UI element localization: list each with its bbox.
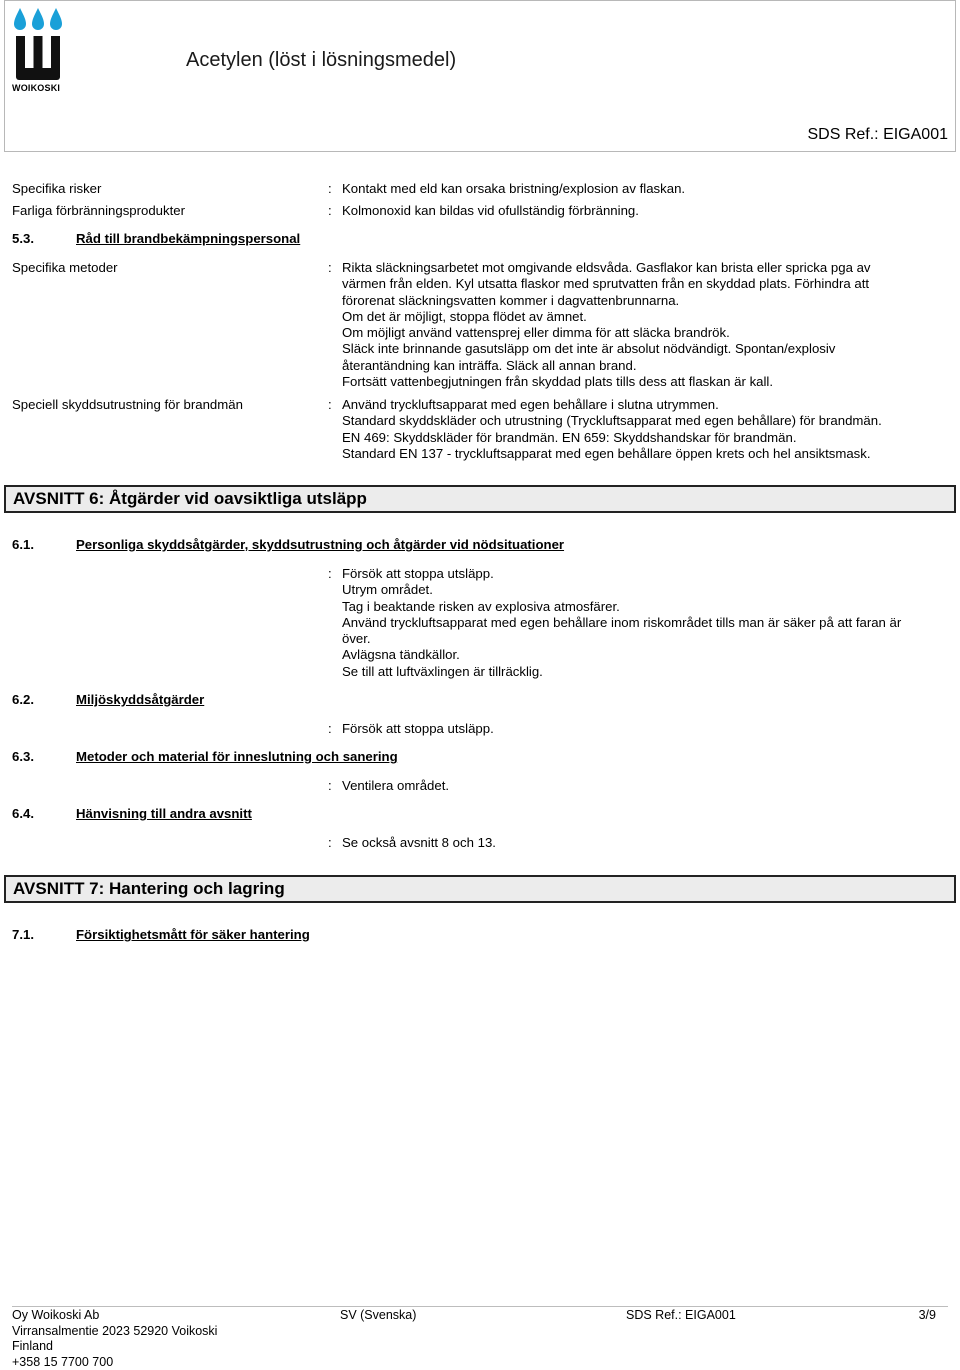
footer-country: Finland (12, 1339, 53, 1353)
value-protective-equipment (342, 397, 882, 462)
subsection-number-5-3: 5.3. (12, 231, 34, 246)
label-specific-methods: Specifika metoder (12, 260, 118, 275)
subsection-title-6-2: Miljöskyddsåtgärder (76, 692, 205, 707)
section-6-header: AVSNITT 6: Åtgärder vid oavsiktliga utsläpp (4, 485, 956, 513)
label-protective-equipment: Speciell skyddsutrustning för brandmän (12, 397, 243, 412)
value-specific-hazards: Kontakt med eld kan orsaka bristning/explosion av flaskan. (342, 181, 686, 196)
value-6-2: Försök att stoppa utsläpp. (342, 721, 494, 736)
document-title: Acetylen (löst i lösningsmedel) (186, 49, 457, 71)
text-line: Tag i beaktande risken av explosiva atmosfärer. (342, 598, 620, 614)
text-line: över. (342, 631, 371, 647)
text-line: Standard skyddskläder och utrustning (Tryckluftsapparat med egen behållare) för brandmän. (342, 413, 882, 429)
subsection-number-6-4: 6.4. (12, 806, 34, 821)
colon: : (328, 778, 332, 793)
text-line: Försök att stoppa utsläpp. (342, 566, 494, 581)
colon: : (328, 260, 332, 275)
footer-company: Oy Woikoski Ab (12, 1308, 100, 1322)
text-line: Släck inte brinnande gasutsläpp om det inte är absolut nödvändigt. Spontan/explosiv (342, 341, 836, 357)
colon: : (328, 203, 332, 218)
text-line: Om möjligt använd vattensprej eller dimma för att släcka brandrök. (342, 325, 730, 341)
text-line: EN 469: Skyddskläder för brandmän. EN 659: Skyddshandskar för brandmän. (342, 429, 797, 445)
subsection-title-6-4: Hänvisning till andra avsnitt (76, 806, 252, 821)
colon: : (328, 397, 332, 412)
logo-text: WOIKOSKI (12, 83, 61, 93)
footer-company-block (12, 1308, 217, 1370)
subsection-number-6-1: 6.1. (12, 537, 34, 552)
sds-reference: SDS Ref.: EIGA001 (807, 126, 948, 143)
subsection-title-6-1: Personliga skyddsåtgärder, skyddsutrustning och åtgärder vid nödsituationer (76, 537, 565, 552)
text-line: Utrym området. (342, 582, 433, 598)
subsection-title-5-3: Råd till brandbekämpningspersonal (76, 231, 301, 246)
text-line: Använd tryckluftsapparat med egen behållare i slutna utrymmen. (342, 397, 719, 412)
subsection-number-6-2: 6.2. (12, 692, 34, 707)
footer-language: SV (Svenska) (340, 1308, 417, 1322)
subsection-title-6-3: Metoder och material för inneslutning och sanering (76, 749, 398, 764)
text-line: förorenat släckningsvatten kommer i dagvattenbrunnarna. (342, 292, 680, 308)
colon: : (328, 566, 332, 581)
footer-address: Virransalmentie 2023 52920 Voikoski (12, 1323, 218, 1338)
label-combustion-products: Farliga förbränningsprodukter (12, 203, 185, 218)
section-7-header: AVSNITT 7: Hantering och lagring (4, 875, 956, 903)
subsection-title-7-1: Försiktighetsmått för säker hantering (76, 927, 310, 942)
footer-divider (12, 1306, 948, 1307)
text-line: Avlägsna tändkällor. (342, 647, 460, 663)
text-line: Standard EN 137 - tryckluftsapparat med egen behållare öppen krets och hel ansiktsmask. (342, 445, 871, 461)
value-6-4: Se också avsnitt 8 och 13. (342, 835, 496, 850)
colon: : (328, 835, 332, 850)
text-line: Använd tryckluftsapparat med egen behållare inom riskområdet tills man är säker på att faran är (342, 614, 902, 630)
text-line: värmen från elden. Kyl utsatta flaskor med sprutvatten från en skyddad plats. Förhindra att (342, 276, 870, 292)
subsection-number-7-1: 7.1. (12, 927, 34, 942)
text-line: Om det är möjligt, stoppa flödet av ämnet. (342, 308, 587, 324)
colon: : (328, 721, 332, 736)
colon: : (328, 181, 332, 196)
value-6-1 (342, 566, 901, 680)
value-6-3: Ventilera området. (342, 778, 450, 793)
text-line: Fortsätt vattenbegjutningen från skyddad plats tills dess att flaskan är kall. (342, 374, 774, 390)
subsection-number-6-3: 6.3. (12, 749, 34, 764)
text-line: Se till att luftväxlingen är tillräcklig. (342, 663, 543, 679)
text-line: återantändning kan inträffa. Släck all annan brand. (342, 357, 637, 373)
footer-phone: +358 15 7700 700 (12, 1354, 114, 1369)
footer-page-number: 3/9 (918, 1308, 936, 1322)
value-combustion-products: Kolmonoxid kan bildas vid ofullständig förbränning. (342, 203, 639, 218)
footer-sds-ref: SDS Ref.: EIGA001 (626, 1308, 736, 1322)
label-specific-hazards: Specifika risker (12, 181, 102, 196)
text-line: Rikta släckningsarbetet mot omgivande eldsvåda. Gasflakor kan brista eller spricka pga av (342, 260, 871, 275)
value-specific-methods (342, 260, 871, 390)
